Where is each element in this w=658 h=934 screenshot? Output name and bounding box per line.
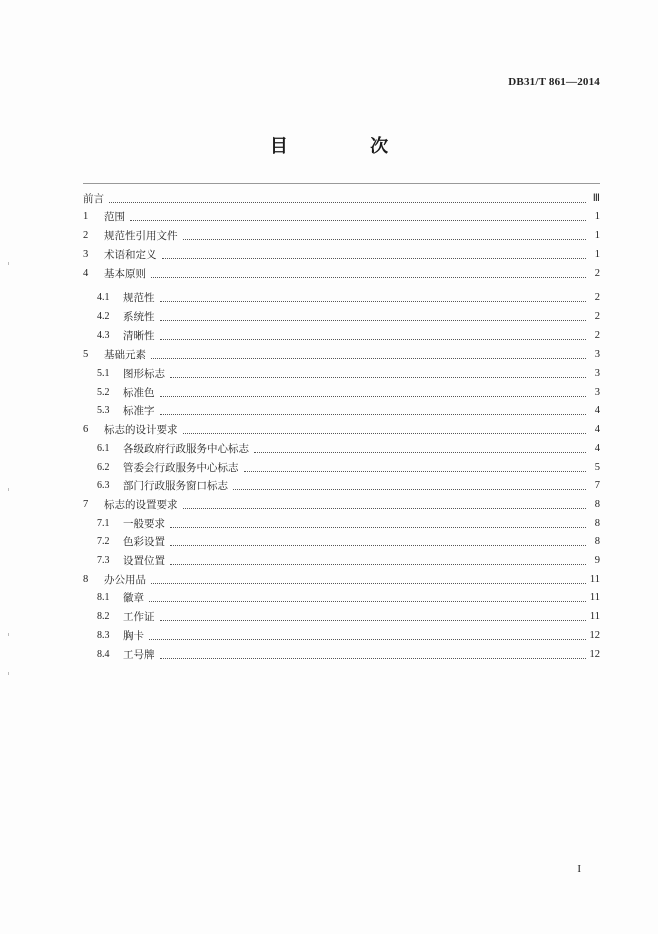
toc-entry-number: 5.2 — [97, 387, 110, 398]
toc-dot-leader — [183, 508, 587, 509]
toc-entry-title: 工作证 — [123, 611, 155, 623]
toc-entry-page: 12 — [589, 649, 600, 660]
toc-entry[interactable] — [83, 190, 600, 208]
toc-entry-number: 5 — [83, 349, 89, 360]
toc-entry[interactable] — [83, 646, 600, 664]
toc-entry-title: 标准字 — [123, 405, 155, 417]
toc-entry-number: 7 — [83, 499, 89, 510]
toc-entry[interactable] — [83, 346, 600, 364]
toc-entry[interactable] — [83, 496, 600, 514]
toc-entry-page: 12 — [589, 630, 600, 641]
toc-entry-page: 3 — [594, 387, 600, 398]
toc-entry-number: 2 — [83, 230, 89, 241]
toc-dot-leader — [170, 527, 586, 528]
toc-dot-leader — [183, 239, 587, 240]
toc-entry[interactable] — [83, 246, 600, 264]
toc-entry-title: 部门行政服务窗口标志 — [123, 480, 228, 492]
toc-top-rule — [83, 183, 600, 184]
scan-speck — [8, 672, 9, 675]
toc-entry-page: 1 — [594, 211, 600, 222]
toc-entry[interactable] — [83, 402, 600, 420]
toc-dot-leader — [149, 639, 586, 640]
toc-entry[interactable] — [83, 365, 600, 383]
toc-entry-page: 11 — [589, 592, 600, 603]
toc-entry[interactable] — [83, 265, 600, 283]
toc-entry-number: 8.3 — [97, 630, 110, 641]
toc-entry-page: 8 — [594, 536, 600, 547]
toc-dot-leader — [160, 414, 587, 415]
toc-entry-title: 管委会行政服务中心标志 — [123, 462, 239, 474]
toc-entry-number: 3 — [83, 249, 89, 260]
toc-entry-page: Ⅲ — [592, 193, 600, 204]
toc-entry[interactable] — [83, 384, 600, 402]
toc-entry-title: 标志的设计要求 — [104, 424, 178, 436]
toc-entry-page: 1 — [594, 249, 600, 260]
toc-entry-title: 前言 — [83, 193, 104, 205]
toc-entry-title: 范围 — [104, 211, 125, 223]
toc-dot-leader — [244, 471, 587, 472]
toc-entry-page: 1 — [594, 230, 600, 241]
toc-entry-title: 各级政府行政服务中心标志 — [123, 443, 249, 455]
toc-dot-leader — [160, 396, 587, 397]
toc-entry-title: 清晰性 — [123, 330, 155, 342]
toc-entry[interactable] — [83, 308, 600, 326]
toc-entry-number: 8.2 — [97, 611, 110, 622]
toc-entry[interactable] — [83, 571, 600, 589]
toc-entry[interactable] — [83, 208, 600, 226]
toc-dot-leader — [183, 433, 587, 434]
toc-entry-title: 一般要求 — [123, 518, 165, 530]
toc-entry-title: 胸卡 — [123, 630, 144, 642]
toc-entry-title: 规范性 — [123, 292, 155, 304]
toc-entry-page: 3 — [594, 368, 600, 379]
toc-entry-page: 7 — [594, 480, 600, 491]
scan-speck — [8, 633, 9, 636]
toc-dot-leader — [160, 320, 587, 321]
toc-entry-number: 1 — [83, 211, 89, 222]
toc-entry[interactable] — [83, 327, 600, 345]
toc-entry[interactable] — [83, 515, 600, 533]
toc-entry-number: 6.2 — [97, 462, 110, 473]
toc-entry[interactable] — [83, 421, 600, 439]
toc-dot-leader — [149, 601, 586, 602]
toc-entry[interactable] — [83, 533, 600, 551]
toc-entry-title: 基础元素 — [104, 349, 146, 361]
toc-entry[interactable] — [83, 289, 600, 307]
toc-entry-title: 徽章 — [123, 592, 144, 604]
toc-entry[interactable] — [83, 477, 600, 495]
toc-entry[interactable] — [83, 552, 600, 570]
toc-entry-title: 规范性引用文件 — [104, 230, 178, 242]
toc-dot-leader — [151, 358, 586, 359]
toc-entry-page: 9 — [594, 555, 600, 566]
toc-entry-page: 4 — [594, 424, 600, 435]
toc-entry[interactable] — [83, 440, 600, 458]
toc-entry-page: 3 — [594, 349, 600, 360]
toc-entry-title: 基本原则 — [104, 268, 146, 280]
toc-entry-number: 4.1 — [97, 292, 110, 303]
toc-entry-title: 色彩设置 — [123, 536, 165, 548]
toc-entry-number: 8 — [83, 574, 89, 585]
toc-entry-page: 4 — [594, 443, 600, 454]
toc-dot-leader — [170, 377, 586, 378]
toc-entry-title: 设置位置 — [123, 555, 165, 567]
toc-entry-number: 5.3 — [97, 405, 110, 416]
toc-dot-leader — [254, 452, 586, 453]
toc-entry-number: 7.2 — [97, 536, 110, 547]
toc-entry[interactable] — [83, 589, 600, 607]
scan-speck — [8, 488, 9, 491]
toc-entry[interactable] — [83, 608, 600, 626]
toc-dot-leader — [130, 220, 586, 221]
toc-entry[interactable] — [83, 227, 600, 245]
toc-entry-number: 8.4 — [97, 649, 110, 660]
toc-entry-title: 工号牌 — [123, 649, 155, 661]
toc-entry-page: 11 — [589, 611, 600, 622]
toc-entry-page: 11 — [589, 574, 600, 585]
scan-speck — [8, 262, 9, 265]
toc-dot-leader — [170, 564, 586, 565]
toc-entry-title: 标志的设置要求 — [104, 499, 178, 511]
toc-entry-page: 2 — [594, 292, 600, 303]
toc-entry-page: 2 — [594, 330, 600, 341]
toc-dot-leader — [151, 277, 586, 278]
toc-entry-page: 4 — [594, 405, 600, 416]
toc-entry[interactable] — [83, 459, 600, 477]
page-number: I — [577, 863, 581, 875]
toc-entry-number: 6 — [83, 424, 89, 435]
toc-dot-leader — [160, 658, 586, 659]
toc-entry-page: 8 — [594, 518, 600, 529]
toc-entry-page: 2 — [594, 311, 600, 322]
toc-entry-title: 系统性 — [123, 311, 155, 323]
toc-entry-number: 8.1 — [97, 592, 110, 603]
toc-entry[interactable] — [83, 627, 600, 645]
toc-entry-number: 4.3 — [97, 330, 110, 341]
toc-entry-title: 办公用品 — [104, 574, 146, 586]
toc-dot-leader — [170, 545, 586, 546]
toc-entry-number: 5.1 — [97, 368, 110, 379]
document-code: DB31/T 861—2014 — [508, 76, 600, 88]
toc-entry-number: 7.1 — [97, 518, 110, 529]
toc-entry-number: 7.3 — [97, 555, 110, 566]
toc-dot-leader — [160, 301, 587, 302]
toc-entry-page: 2 — [594, 268, 600, 279]
toc-entry-title: 图形标志 — [123, 368, 165, 380]
toc-entry-page: 5 — [594, 462, 600, 473]
toc-entry-page: 8 — [594, 499, 600, 510]
toc-entry-number: 6.3 — [97, 480, 110, 491]
toc-entry-number: 6.1 — [97, 443, 110, 454]
toc-entry-title: 术语和定义 — [104, 249, 157, 261]
toc-entry-number: 4.2 — [97, 311, 110, 322]
toc-entry-number: 4 — [83, 268, 89, 279]
toc-heading: 目 次 — [269, 136, 427, 157]
toc-dot-leader — [160, 620, 586, 621]
toc-dot-leader — [233, 489, 586, 490]
toc-dot-leader — [109, 202, 586, 203]
toc-dot-leader — [151, 583, 586, 584]
toc-dot-leader — [160, 339, 587, 340]
toc-dot-leader — [162, 258, 587, 259]
toc-entry-title: 标准色 — [123, 387, 155, 399]
